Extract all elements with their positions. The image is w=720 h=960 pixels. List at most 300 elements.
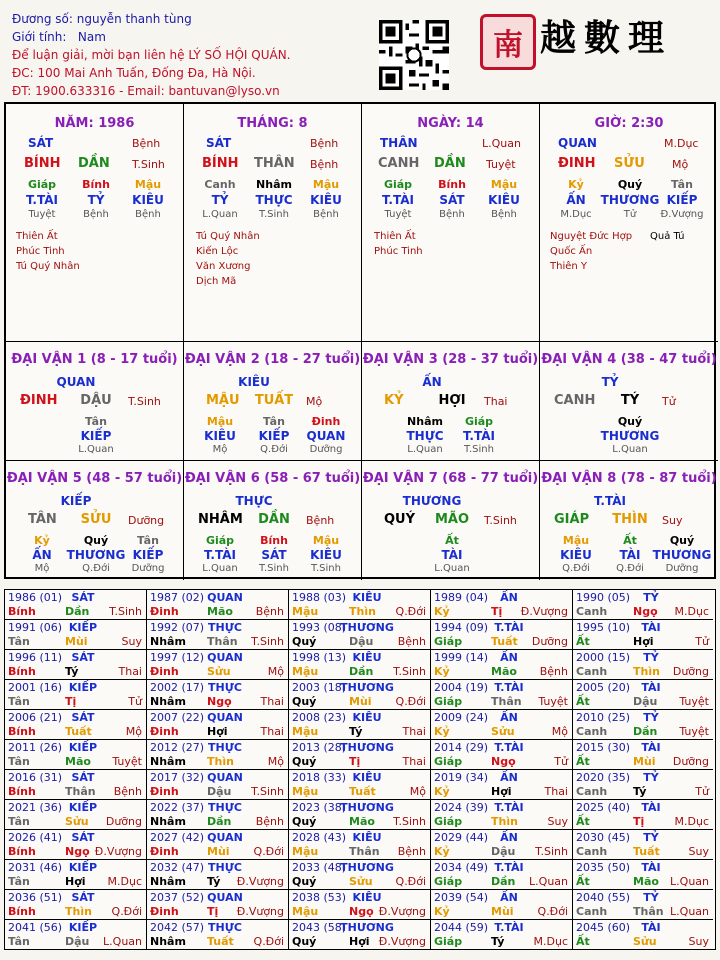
year-god: QUAN — [207, 591, 243, 604]
year-chi: Dậu — [633, 695, 658, 708]
year-chi: Tuất — [491, 635, 518, 648]
year-god: TỶ — [643, 771, 659, 784]
hidden-god: TỶ — [87, 193, 105, 207]
year-can: Tân — [8, 755, 30, 768]
year-label: 2005 (20) — [576, 681, 631, 694]
year-can: Ất — [576, 935, 590, 948]
year-chi: Ngọ — [491, 755, 516, 768]
year-state: Tuyệt — [538, 695, 568, 708]
pillar-can: ĐINH — [558, 156, 596, 171]
year-can: Quý — [292, 935, 317, 948]
year-cell — [573, 740, 713, 770]
year-label: 2045 (60) — [576, 921, 631, 934]
hidden-can: Mậu — [312, 178, 340, 191]
year-cell — [5, 800, 147, 830]
year-state: Thai — [402, 755, 426, 768]
hidden-can: Tân — [263, 415, 285, 428]
year-state: Dưỡng — [531, 635, 568, 648]
hidden-state: T.Sinh — [259, 209, 289, 220]
year-cell — [573, 800, 713, 830]
year-label: 1986 (01) — [8, 591, 63, 604]
dai-van-title: ĐẠI VẬN 4 (38 - 47 tuổi) — [541, 352, 717, 367]
year-chi: Mùi — [207, 845, 230, 858]
year-label: 2003 (18) — [292, 681, 347, 694]
year-cell — [573, 770, 713, 800]
year-label: 2014 (29) — [434, 741, 489, 754]
hidden-state: Bệnh — [83, 209, 109, 220]
year-state: Q.Đới — [395, 875, 426, 888]
year-cell — [5, 680, 147, 710]
year-chi: Tị — [491, 605, 503, 618]
year-state: Suy — [688, 935, 709, 948]
star: Phúc Tinh — [16, 246, 65, 257]
hidden-state: Q.Đới — [616, 563, 644, 574]
year-chi: Hợi — [65, 875, 86, 888]
dai-van-cell — [184, 461, 362, 580]
year-cell — [289, 710, 431, 740]
dai-van-title: ĐẠI VẬN 2 (18 - 27 tuổi) — [184, 352, 361, 367]
year-label: 2015 (30) — [576, 741, 631, 754]
dai-van-can: MẬU — [206, 393, 240, 408]
year-chi: Mão — [633, 875, 659, 888]
year-cell — [5, 740, 147, 770]
hidden-god: THỰC — [255, 193, 293, 207]
pillar-top-right: Bệnh — [132, 137, 161, 150]
year-god: THƯƠNG — [340, 861, 394, 874]
hidden-god: SÁT — [261, 548, 287, 562]
year-state: Bệnh — [397, 845, 426, 858]
year-chi: Mùi — [491, 905, 514, 918]
hidden-state: Bệnh — [313, 209, 339, 220]
year-chi: Ngọ — [349, 905, 374, 918]
year-god: KIẾP — [68, 621, 98, 634]
hidden-god: TỶ — [211, 193, 229, 207]
year-god: T.TÀI — [494, 921, 524, 934]
hidden-can: Ất — [445, 534, 459, 547]
year-label: 2033 (48) — [292, 861, 347, 874]
year-cell — [147, 590, 289, 620]
year-can: Mậu — [292, 605, 319, 618]
year-cell — [5, 710, 147, 740]
year-cell — [5, 590, 147, 620]
year-chi: Tý — [207, 875, 221, 888]
year-chi: Sửu — [491, 725, 515, 738]
year-label: 2027 (42) — [150, 831, 205, 844]
owner-name: nguyễn thanh tùng — [76, 12, 192, 26]
hidden-state: Tử — [623, 209, 637, 220]
year-chi: Dần — [491, 875, 516, 888]
dai-van-chi: MÃO — [434, 512, 470, 527]
year-cell — [147, 800, 289, 830]
hidden-god: THƯƠNG — [600, 429, 660, 443]
hidden-state: Bệnh — [135, 209, 161, 220]
year-chi: Thân — [207, 635, 238, 648]
year-label: 2006 (21) — [8, 711, 63, 724]
year-state: M.Dục — [674, 815, 709, 828]
year-label: 1991 (06) — [8, 621, 63, 634]
hidden-can: Quý — [617, 178, 643, 191]
year-cell — [147, 620, 289, 650]
year-god: T.TÀI — [494, 681, 524, 694]
year-can: Ất — [576, 695, 590, 708]
year-god: T.TÀI — [494, 741, 524, 754]
dai-van-can: KỶ — [384, 393, 404, 408]
year-chi: Sửu — [207, 665, 231, 678]
year-state: Mộ — [409, 785, 426, 798]
year-state: Dưỡng — [105, 815, 142, 828]
header — [0, 0, 720, 100]
dai-van-top: KIÊU — [238, 375, 270, 389]
year-cell — [431, 620, 573, 650]
year-chi: Hợi — [633, 635, 654, 648]
hidden-god: THỰC — [406, 429, 444, 443]
star: Tú Quý Nhân — [196, 231, 260, 242]
year-god: THƯƠNG — [340, 681, 394, 694]
year-god: T.TÀI — [494, 621, 524, 634]
year-god: KIẾP — [68, 921, 98, 934]
year-god: T.TÀI — [494, 801, 524, 814]
year-can: Tân — [8, 935, 30, 948]
hidden-can: Tân — [85, 415, 107, 428]
year-can: Giáp — [434, 935, 463, 948]
hidden-state: M.Dục — [560, 209, 592, 220]
star: Quả Tú — [650, 231, 685, 242]
pillar-title: THÁNG: 8 — [237, 116, 308, 131]
year-god: TÀI — [641, 621, 661, 634]
year-chi: Thìn — [65, 905, 92, 918]
dai-van-title: ĐẠI VẬN 1 (8 - 17 tuổi) — [11, 352, 178, 367]
year-can: Quý — [292, 635, 317, 648]
year-chi: Tý — [65, 665, 79, 678]
year-state: Dưỡng — [672, 665, 709, 678]
year-can: Giáp — [434, 755, 463, 768]
year-cell — [431, 800, 573, 830]
year-can: Đinh — [150, 605, 179, 618]
hidden-state: Mộ — [34, 563, 50, 574]
year-chi: Sửu — [349, 875, 373, 888]
year-label: 2012 (27) — [150, 741, 205, 754]
year-chi: Thìn — [349, 605, 376, 618]
year-label: 2041 (56) — [8, 921, 63, 934]
dai-van-top: KIẾP — [60, 494, 92, 508]
year-state: Mộ — [267, 755, 284, 768]
hidden-state: Bệnh — [491, 209, 517, 220]
year-can: Nhâm — [150, 875, 186, 888]
hidden-god: KIÊU — [488, 193, 520, 207]
hidden-can: Bính — [260, 534, 288, 547]
star: Quốc Ấn — [550, 246, 593, 257]
pillar-title: NGÀY: 14 — [417, 116, 484, 131]
hidden-god: SÁT — [439, 193, 465, 207]
year-chi: Tuất — [633, 845, 660, 858]
year-chi: Tị — [207, 905, 219, 918]
dai-van-title: ĐẠI VẬN 6 (58 - 67 tuổi) — [184, 471, 361, 486]
year-cell — [289, 740, 431, 770]
hidden-can: Tân — [671, 178, 693, 191]
year-chi: Tý — [349, 725, 363, 738]
year-can: Giáp — [434, 635, 463, 648]
year-cell — [431, 860, 573, 890]
phone-email-line: ĐT: 1900.633316 - Email: bantuvan@lyso.vn — [12, 84, 280, 98]
dai-van-title: ĐẠI VẬN 7 (68 - 77 tuổi) — [362, 471, 539, 486]
year-label: 2044 (59) — [434, 921, 489, 934]
hidden-god: TÀI — [441, 548, 463, 562]
year-state: Thai — [402, 725, 426, 738]
pillar-top-left: QUAN — [558, 136, 597, 150]
year-can: Kỷ — [434, 665, 450, 678]
year-can: Bính — [8, 845, 36, 858]
dai-van-chi: HỢI — [438, 393, 466, 408]
year-cell — [573, 920, 713, 950]
year-chi: Dậu — [491, 845, 516, 858]
pillar-chi-right: Bệnh — [310, 158, 339, 171]
year-chi: Dần — [349, 665, 374, 678]
dai-van-chi: TUẤT — [254, 393, 294, 408]
dai-van-chi: TÝ — [620, 393, 640, 408]
hidden-can: Mậu — [490, 178, 518, 191]
year-state: Mộ — [551, 725, 568, 738]
hidden-god: KIÊU — [310, 548, 342, 562]
year-cell — [573, 860, 713, 890]
year-chi: Dậu — [207, 785, 232, 798]
dai-van-can: ĐINH — [20, 393, 58, 408]
year-chi: Dần — [65, 605, 90, 618]
year-god: KIÊU — [352, 891, 382, 904]
year-can: Quý — [292, 875, 317, 888]
hidden-god: KIÊU — [560, 548, 592, 562]
year-state: Thai — [118, 665, 142, 678]
year-god: QUAN — [207, 771, 243, 784]
year-god: ẤN — [500, 831, 518, 844]
year-cell — [431, 710, 573, 740]
hidden-can: Đinh — [311, 415, 341, 428]
year-cell — [431, 650, 573, 680]
dai-van-top: THƯƠNG — [402, 494, 462, 508]
year-cell — [147, 890, 289, 920]
year-state: Thai — [260, 725, 284, 738]
year-can: Kỷ — [434, 905, 450, 918]
year-chi: Ngọ — [65, 845, 90, 858]
year-chi: Tị — [349, 755, 361, 768]
year-god: THỰC — [208, 801, 242, 814]
pillar-top-left: THÂN — [380, 136, 418, 150]
hidden-god: THƯƠNG — [66, 548, 126, 562]
hidden-state: L.Quan — [78, 444, 114, 455]
year-label: 2034 (49) — [434, 861, 489, 874]
year-god: THƯƠNG — [340, 741, 394, 754]
year-chi: Hợi — [207, 725, 228, 738]
year-chi: Dậu — [349, 635, 374, 648]
year-state: M.Dục — [107, 875, 142, 888]
year-state: Đ.Vượng — [94, 845, 142, 858]
year-state: Đ.Vượng — [236, 875, 284, 888]
year-cell — [5, 920, 147, 950]
dai-van-state: T.Sinh — [128, 395, 161, 408]
year-cell — [289, 800, 431, 830]
year-chi: Mùi — [633, 755, 656, 768]
year-god: TỶ — [643, 711, 659, 724]
dai-van-top: THỰC — [235, 494, 273, 508]
hidden-state: Bệnh — [439, 209, 465, 220]
year-cell — [289, 680, 431, 710]
year-label: 1992 (07) — [150, 621, 205, 634]
year-god: ẤN — [500, 891, 518, 904]
year-cell — [573, 590, 713, 620]
year-chi: Thìn — [207, 755, 234, 768]
hidden-god: T.TÀI — [463, 429, 495, 443]
year-label: 2002 (17) — [150, 681, 205, 694]
year-chi: Thìn — [633, 665, 660, 678]
year-cell — [5, 860, 147, 890]
year-label: 2029 (44) — [434, 831, 489, 844]
year-god: KIẾP — [68, 741, 98, 754]
year-can: Nhâm — [150, 635, 186, 648]
star: Thiên Ất — [374, 231, 416, 242]
hidden-can: Quý — [669, 534, 695, 547]
year-label: 2043 (58) — [292, 921, 347, 934]
dai-van-cell — [540, 342, 718, 461]
year-god: KIẾP — [68, 681, 98, 694]
hidden-god: QUAN — [306, 429, 346, 443]
year-cell — [147, 770, 289, 800]
pillar-top-right: M.Dục — [664, 137, 699, 150]
hidden-state: L.Quan — [202, 209, 238, 220]
year-state: Bệnh — [255, 605, 284, 618]
year-can: Bính — [8, 905, 36, 918]
year-state: T.Sinh — [393, 815, 426, 828]
year-can: Bính — [8, 785, 36, 798]
star: Kiến Lộc — [196, 246, 239, 257]
year-label: 2025 (40) — [576, 801, 631, 814]
hidden-can: Mậu — [206, 415, 234, 428]
year-label: 2011 (26) — [8, 741, 63, 754]
year-label: 2008 (23) — [292, 711, 347, 724]
year-label: 2020 (35) — [576, 771, 631, 784]
year-cell — [431, 770, 573, 800]
dai-van-title: ĐẠI VẬN 3 (28 - 37 tuổi) — [362, 352, 539, 367]
year-can: Giáp — [434, 695, 463, 708]
year-can: Kỷ — [434, 845, 450, 858]
year-cell — [147, 710, 289, 740]
year-can: Giáp — [434, 815, 463, 828]
year-cell — [147, 740, 289, 770]
year-god: KIÊU — [352, 591, 382, 604]
year-god: QUAN — [207, 891, 243, 904]
pillar-top-right: L.Quan — [482, 137, 521, 150]
year-state: Q.Đới — [253, 935, 284, 948]
year-can: Đinh — [150, 845, 179, 858]
year-can: Mậu — [292, 845, 319, 858]
dai-van-state: Thai — [484, 395, 508, 408]
year-can: Mậu — [292, 665, 319, 678]
year-can: Kỷ — [434, 605, 450, 618]
year-cell — [289, 830, 431, 860]
year-chi: Mùi — [349, 695, 372, 708]
year-chi: Tý — [491, 935, 505, 948]
year-can: Quý — [292, 695, 317, 708]
year-cell — [289, 620, 431, 650]
year-chi: Tuất — [65, 725, 92, 738]
dai-van-cell — [362, 461, 540, 580]
year-god: KIẾP — [68, 861, 98, 874]
year-label: 1995 (10) — [576, 621, 631, 634]
year-label: 2032 (47) — [150, 861, 205, 874]
year-god: KIÊU — [352, 711, 382, 724]
dai-van-top: TỶ — [601, 375, 619, 389]
year-can: Canh — [576, 605, 608, 618]
hidden-god: KIẾP — [132, 548, 164, 562]
year-can: Đinh — [150, 725, 179, 738]
year-god: ẤN — [500, 651, 518, 664]
year-label: 2031 (46) — [8, 861, 63, 874]
year-chi: Mùi — [65, 635, 88, 648]
year-god: THỰC — [208, 621, 242, 634]
year-state: Tuyệt — [112, 755, 142, 768]
year-cell — [147, 650, 289, 680]
year-cell — [5, 830, 147, 860]
year-label: 1987 (02) — [150, 591, 205, 604]
year-god: THƯƠNG — [340, 801, 394, 814]
year-god: QUAN — [207, 831, 243, 844]
pillar-chi-right: Tuyệt — [486, 158, 516, 171]
year-cell — [5, 650, 147, 680]
year-can: Canh — [576, 725, 608, 738]
dai-van-chi: THÌN — [612, 512, 648, 527]
dai-van-chi: DẦN — [258, 512, 290, 527]
year-god: ẤN — [500, 591, 518, 604]
year-state: T.Sinh — [393, 665, 426, 678]
year-cell — [147, 680, 289, 710]
year-god: THỰC — [208, 681, 242, 694]
gender-value: Nam — [77, 30, 106, 44]
year-label: 2016 (31) — [8, 771, 63, 784]
dai-van-cell — [362, 342, 540, 461]
year-chi: Sửu — [65, 815, 89, 828]
star: Phúc Tinh — [374, 246, 423, 257]
year-label: 2001 (16) — [8, 681, 63, 694]
dai-van-title: ĐẠI VẬN 5 (48 - 57 tuổi) — [6, 471, 183, 486]
year-god: SÁT — [71, 591, 95, 604]
dai-van-top: T.TÀI — [594, 494, 626, 508]
year-cell — [431, 920, 573, 950]
logo-text: 越數理 — [540, 17, 673, 59]
pillar-title: GIỜ: 2:30 — [594, 116, 664, 131]
year-cell — [147, 920, 289, 950]
year-can: Bính — [8, 725, 36, 738]
year-can: Mậu — [292, 725, 319, 738]
year-state: Q.Đới — [253, 845, 284, 858]
year-can: Tân — [8, 815, 30, 828]
year-god: THƯƠNG — [340, 921, 394, 934]
hidden-state: T.Sinh — [259, 563, 289, 574]
dai-van-state: Tử — [662, 395, 676, 408]
year-cell — [289, 650, 431, 680]
pillar-can: CANH — [378, 156, 420, 171]
year-can: Tân — [8, 695, 30, 708]
year-state: L.Quan — [529, 875, 568, 888]
year-label: 2022 (37) — [150, 801, 205, 814]
year-cell — [431, 890, 573, 920]
dai-van-state: Suy — [662, 514, 683, 527]
hidden-state: Đ.Vượng — [660, 209, 704, 220]
year-can: Tân — [8, 875, 30, 888]
hidden-can: Quý — [83, 534, 109, 547]
hidden-god: KIÊU — [310, 193, 342, 207]
year-label: 2026 (41) — [8, 831, 63, 844]
gender-label: Giới tính: — [12, 30, 67, 44]
dai-van-can: TÂN — [28, 512, 57, 527]
year-chi: Tuất — [349, 785, 376, 798]
